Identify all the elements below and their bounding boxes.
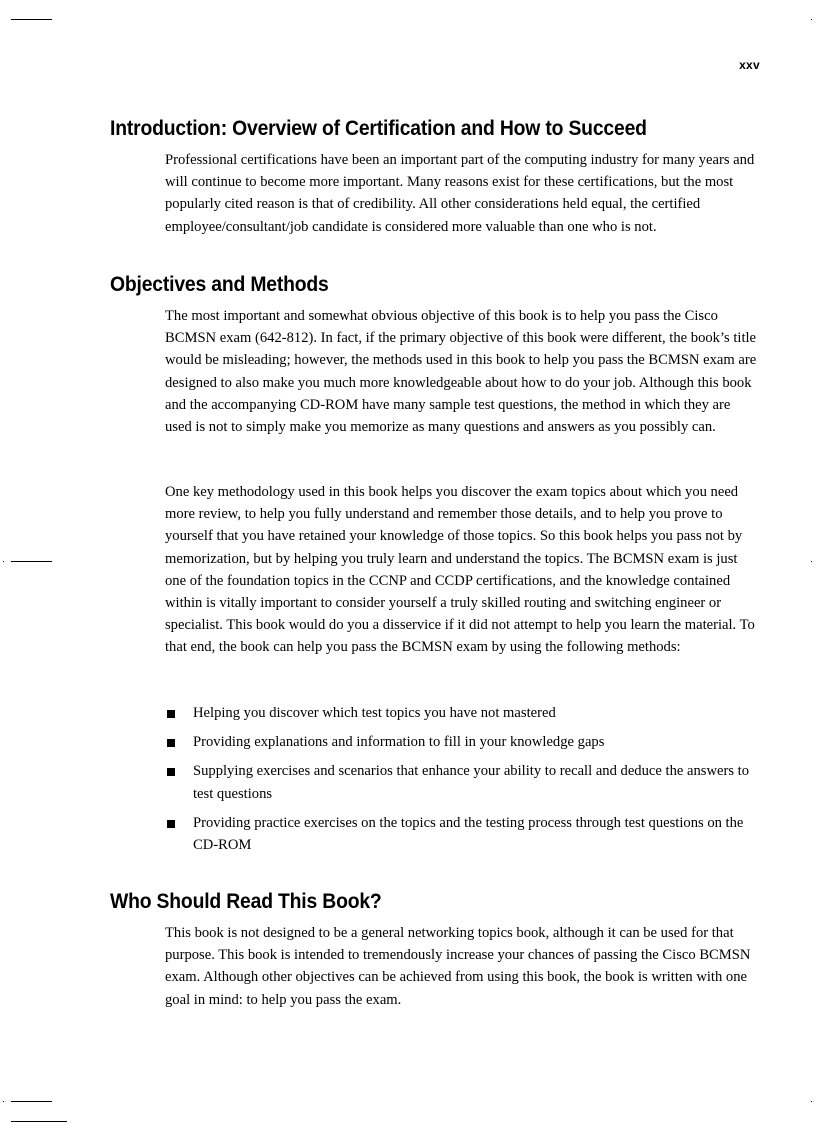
methods-list [165, 702, 759, 863]
list-item [165, 702, 759, 724]
square-bullet-icon [167, 768, 175, 776]
list-item-text: Helping you discover which test topics you have not mastered [193, 705, 556, 721]
objectives-paragraph-2: One key methodology used in this book helps you discover the exam topics about which you need more review, to help you fully understand and remember those details, and to help you prove to yourself that you have retained your knowledge of those topics. So this book helps you pass not by memorization, but by helping you truly learn and understand the topics. The BCMSN exam is just one of the foundation topics in the CCNP and CCDP certifications, and the knowledge contained within is vitally important to consider yourself a truly skilled routing and switching engineer or specialist. This book would do you a disservice if it did not attempt to help you learn the material. To that end, the book can help you pass the BCMSN exam by using the following methods: [165, 484, 755, 656]
crop-mark-mid-left [11, 561, 52, 562]
section-heading-introduction: Introduction: Overview of Certification and How to Succeed [110, 116, 647, 140]
list-item-text: Supplying exercises and scenarios that enhance your ability to recall and deduce the answers to test questions [193, 763, 749, 802]
page-number: xxv [739, 58, 760, 72]
crop-dot-bottom-right [811, 1101, 812, 1102]
list-item-text: Providing practice exercises on the topics and the testing process through test questions on the CD-ROM [193, 814, 744, 854]
intro-paragraph: Professional certifications have been an important part of the computing industry for many years and will continue to become more important. Many reasons exist for these certifications, but the most popularly cited reason is that of credibility. All other considerations held equal, the certified employee/consultant/job candidate is considered more valuable than one who is not. [165, 152, 755, 235]
list-item-text: Providing explanations and information to fill in your knowledge gaps [193, 734, 605, 751]
section-heading-who-should-read: Who Should Read This Book? [110, 889, 382, 913]
crop-dot-mid-left [3, 561, 4, 562]
crop-mark-bottom-left-upper [11, 1101, 52, 1102]
section-heading-objectives: Objectives and Methods [110, 272, 329, 296]
list-item [165, 731, 759, 753]
crop-dot-mid-right [811, 561, 812, 562]
crop-mark-top-left [11, 19, 52, 20]
objectives-paragraph-1: The most important and somewhat obvious objective of this book is to help you pass the Cisco BCMSN exam (642-812). In fact, if the primary objective of this book were different, the book’s title would be misleading; however, the methods used in this book to help you pass the BCMSN exam are designed to also make you much more knowledgeable about how to do your job. Although this book and the accompanying CD-ROM have many sample test questions, the method in which they are used is not to simply make you memorize as many questions and answers as you possibly can. [165, 308, 757, 436]
square-bullet-icon [167, 820, 175, 828]
crop-mark-bottom-left-lower [11, 1121, 67, 1122]
square-bullet-icon [167, 710, 175, 718]
crop-dot-bottom-left [3, 1101, 4, 1102]
list-item [165, 760, 759, 804]
list-item [165, 812, 759, 856]
square-bullet-icon [167, 739, 175, 747]
crop-dot-top-right [811, 19, 812, 20]
who-should-read-paragraph: This book is not designed to be a general networking topics book, although it can be used for that purpose. This book is intended to tremendously increase your chances of passing the Cisco BCMSN exam. Although other objectives can be achieved from using this book, the book is written with one goal in mind: to help you pass the exam. [165, 925, 751, 1008]
